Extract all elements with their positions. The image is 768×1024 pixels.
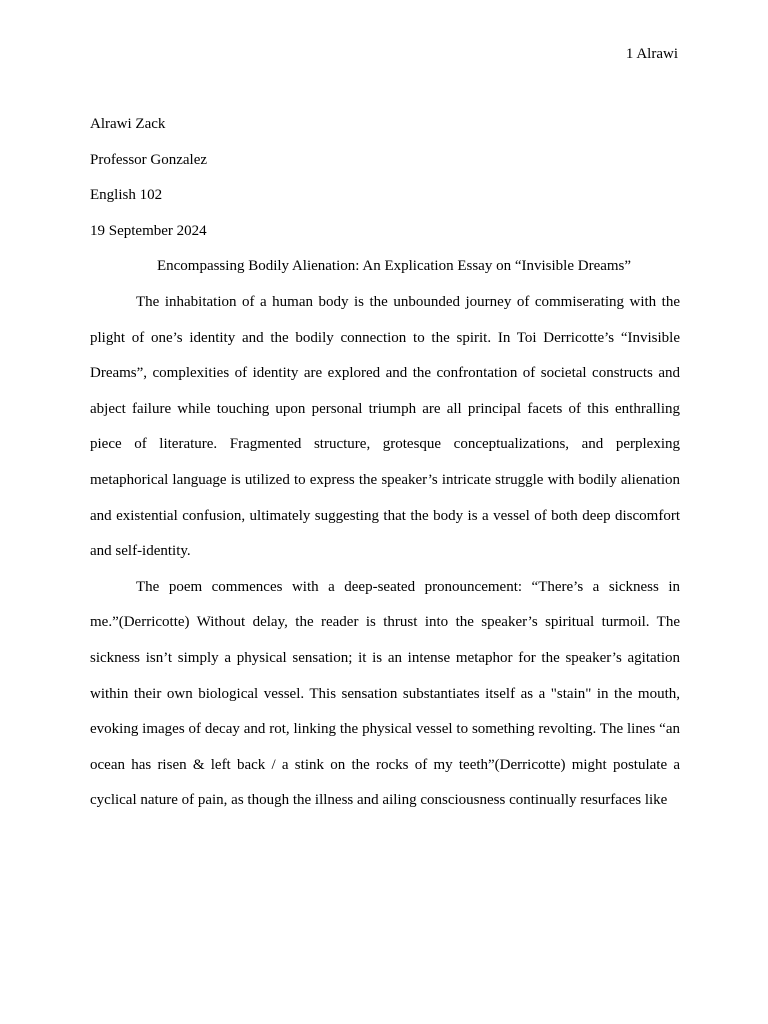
page-number: 1 — [625, 46, 634, 62]
professor-name: Professor Gonzalez — [90, 151, 208, 168]
essay-title: Encompassing Bodily Alienation: An Explication Essay on “Invisible Dreams” — [156, 258, 632, 275]
document-body — [90, 107, 680, 819]
running-header — [626, 44, 678, 64]
paragraph-1: The inhabitation of a human body is the unbounded journey of commiserating with the plight of one’s identity and the bodily connection to the spirit. In Toi Derricotte’s “Invisible Dreams”, complexities of identity are explored and the confrontation of societal constructs and abject failure while touching upon personal triumph are all principal facets of this enthralling piece of literature. Fragmented structure, grotesque conceptualizations, and perplexing metaphorical language is utilized to express the speaker’s intricate struggle with bodily alienation and existential confusion, ultimately suggesting that the body is a vessel of both deep discomfort and self-identity. — [90, 293, 680, 560]
paragraph-2: The poem commences with a deep-seated pronouncement: “There’s a sickness in me.”(Derricotte) Without delay, the reader is thrust into the speaker’s spiritual turmoil. The sickness isn’t simply a physical sensation; it is an intense metaphor for the speaker’s agitation within their own biological vessel. This sensation substantiates itself as a "stain" in the mouth, evoking images of decay and rot, linking the physical vessel to something revolting. The lines “an ocean has risen & left back / a stink on the rocks of my teeth”(Derricotte) might postulate a cyclical nature of pain, as though the illness and ailing consciousness continually resurfaces like — [90, 578, 680, 809]
running-head-name: Alrawi — [636, 46, 678, 62]
course-name: English 102 — [90, 187, 163, 204]
student-name: Alrawi Zack — [90, 116, 166, 132]
submission-date: 19 September 2024 — [90, 222, 207, 239]
